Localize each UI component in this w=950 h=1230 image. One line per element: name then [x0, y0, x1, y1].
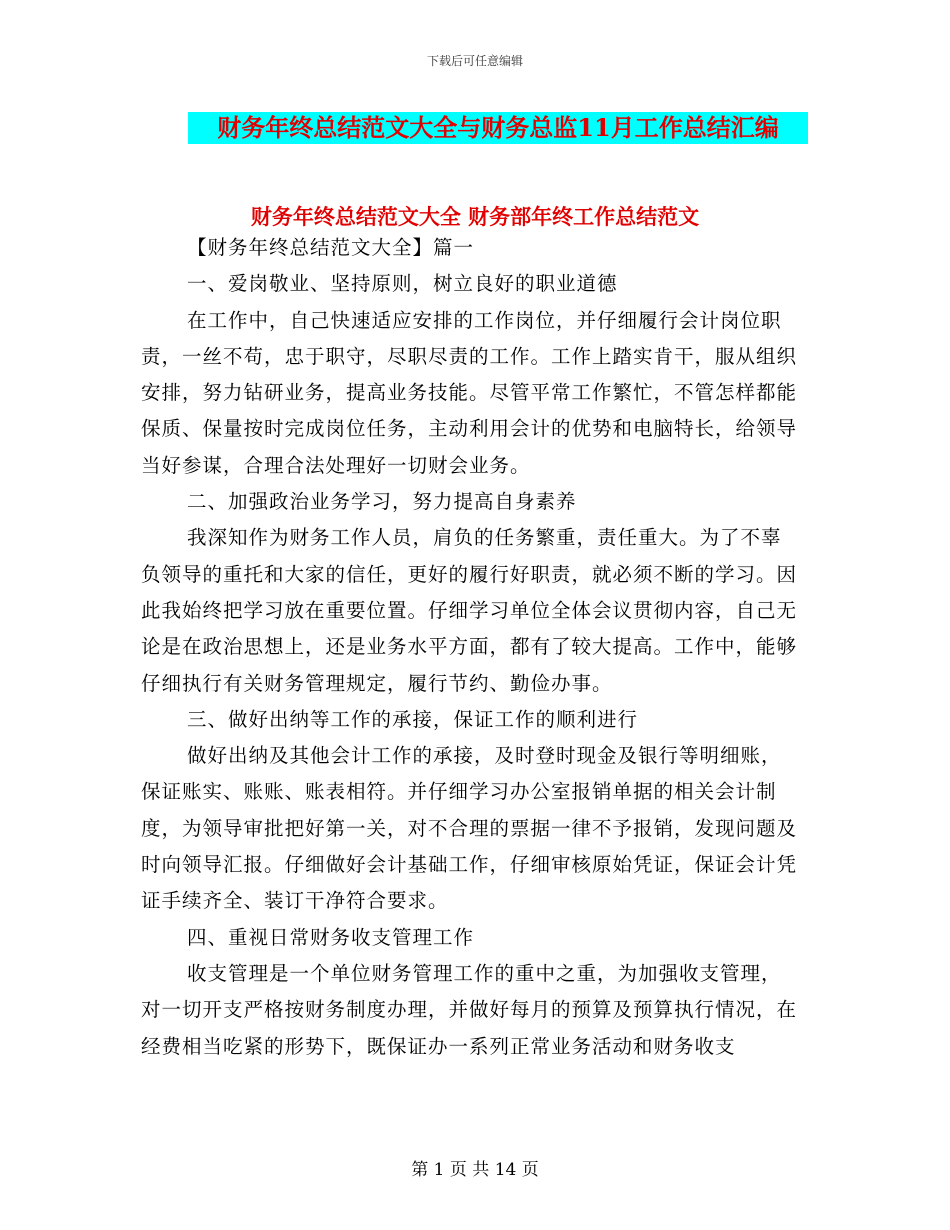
- section-heading-1: 一、爱岗敬业、坚持原则，树立良好的职业道德: [187, 272, 618, 296]
- page-header-note: 下载后可任意编辑: [426, 54, 523, 68]
- paragraph-1: 在工作中，自己快速适应安排的工作岗位，并仔细履行会计岗位职责，一丝不苟，忠于职守，尽职尽责的工作。工作上踏实肯干，服从组织安排，努力钻研业务，提高业务技能。尽管平常工作繁忙，不管怎样都能保质、保量按时完成岗位任务，主动利用会计的优势和电脑特长，给领导当好参谋，合理合法处理好一切财会业务。: [141, 308, 798, 477]
- section-heading-2: 二、加强政治业务学习，努力提高自身素养: [187, 490, 577, 514]
- document-title: 财务年终总结范文大全与财务总监11月工作总结汇编: [188, 112, 808, 144]
- section-label: 【财务年终总结范文大全】篇一: [187, 236, 475, 259]
- paragraph-3: 做好出纳及其他会计工作的承接，及时登时现金及银行等明细账，保证账实、账账、账表相符。并仔细学习办公室报销单据的相关会计制度，为领导审批把好第一关，对不合理的票据一律不予报销，发现问题及时向领导汇报。仔细做好会计基础工作，仔细审核原始凭证，保证会计凭证手续齐全、装订干净符合要求。: [141, 744, 798, 913]
- paragraph-2: 我深知作为财务工作人员，肩负的任务繁重，责任重大。为了不辜负领导的重托和大家的信任，更好的履行好职责，就必须不断的学习。因此我始终把学习放在重要位置。仔细学习单位全体会议贯彻内容，自己无论是在政治思想上，还是业务水平方面，都有了较大提高。工作中，能够仔细执行有关财务管理规定，履行节约、勤俭办事。: [141, 526, 798, 695]
- section-heading-4: 四、重视日常财务收支管理工作: [187, 925, 475, 949]
- page-number: 第 1 页 共 14 页: [411, 1160, 539, 1180]
- document-subtitle: 财务年终总结范文大全 财务部年终工作总结范文: [250, 204, 700, 229]
- paragraph-4: 收支管理是一个单位财务管理工作的重中之重，为加强收支管理，对一切开支严格按财务制度办理，并做好每月的预算及预算执行情况，在经费相当吃紧的形势下，既保证办一系列正常业务活动和财务收支: [141, 961, 798, 1058]
- section-heading-3: 三、做好出纳等工作的承接，保证工作的顺利进行: [187, 707, 639, 731]
- document-body: [141, 230, 801, 1065]
